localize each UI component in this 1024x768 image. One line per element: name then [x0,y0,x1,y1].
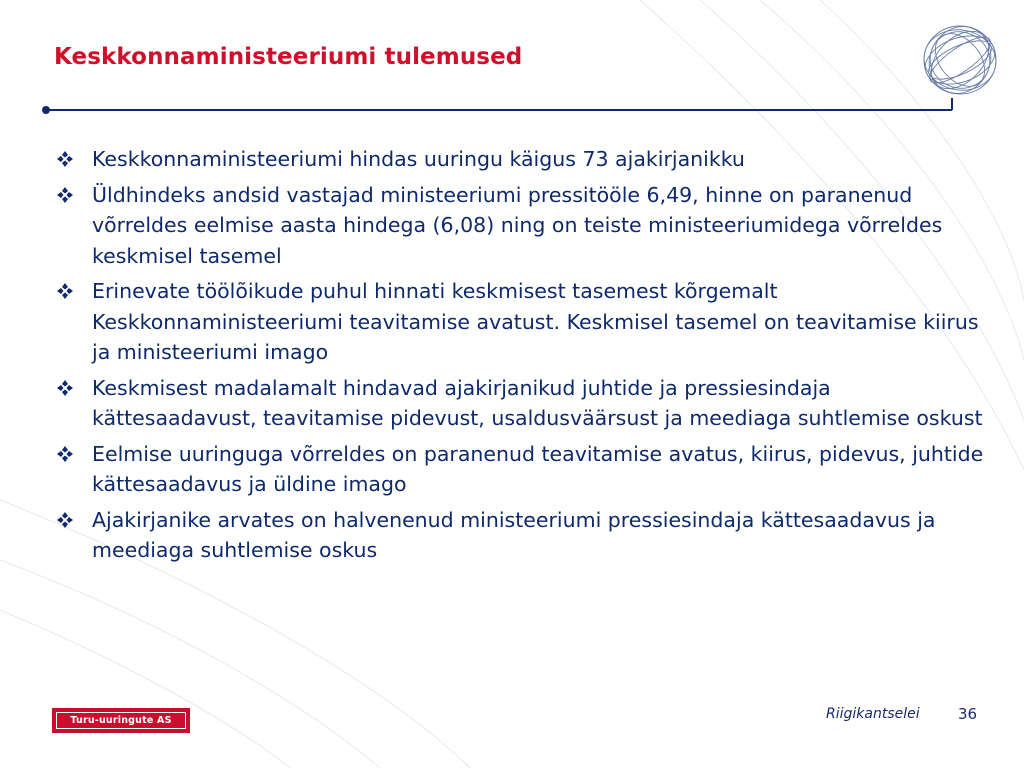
company-logo-text: Turu-uuringute AS [56,712,186,729]
bullet-text: Erinevate töölõikude puhul hinnati keskmisest tasemest kõrgemalt Keskkonnaministeeriumi teavitamise avatust. Keskmisel tasemel on teavitamise kiirus ja ministeeriumi imago [92,279,979,364]
bullet-text: Keskmisest madalamalt hindavad ajakirjanikud juhtide ja pressiesindaja kättesaadavust, teavitamise pidevust, usaldusväärsust ja meediaga suhtlemise oskust [92,375,983,430]
list-item [56,505,986,566]
diamond-bullet-icon [56,445,74,463]
diamond-bullet-icon [56,186,74,204]
title-rule [38,96,962,118]
diamond-bullet-icon [56,379,74,397]
list-item [56,144,986,175]
client-name: Riigikantselei [826,706,920,722]
wire-globe-icon [916,16,1004,104]
company-logo [52,708,190,733]
page-number: 36 [958,705,978,723]
diamond-bullet-icon [56,511,74,529]
bullet-list [56,144,986,571]
list-item [56,276,986,368]
bullet-text: Üldhindeks andsid vastajad ministeeriumi pressitööle 6,49, hinne on paranenud võrreldes eelmise aasta hindega (6,08) ning on teiste ministeeriumidega võrreldes keskmisel tasemel [92,182,943,268]
list-item [56,439,986,500]
list-item [56,373,986,434]
bullet-text: Eelmise uuringuga võrreldes on paranenud teavitamise avatus, kiirus, pidevus, juhtide kättesaadavus ja üldine imago [92,441,984,496]
bullet-text: Ajakirjanike arvates on halvenenud ministeeriumi pressiesindaja kättesaadavus ja meediaga suhtlemise oskus [92,507,936,562]
bullet-text: Keskkonnaministeeriumi hindas uuringu käigus 73 ajakirjanikku [92,147,745,171]
slide-title: Keskkonnaministeeriumi tulemused [54,44,523,70]
list-item [56,180,986,272]
diamond-bullet-icon [56,282,74,300]
diamond-bullet-icon [56,150,74,168]
